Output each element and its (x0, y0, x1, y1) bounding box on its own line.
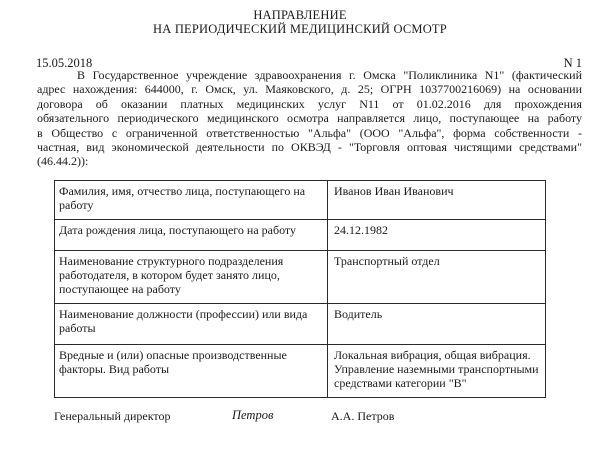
table-value-cell: Иванов Иван Иванович (328, 181, 546, 220)
table-label-cell: Дата рождения лица, поступающего на работу (55, 220, 328, 251)
signatory-role: Генеральный директор (54, 409, 171, 423)
table-label-cell: Наименование должности (профессии) или вида работы (55, 304, 328, 345)
signatory-name: А.А. Петров (331, 409, 395, 423)
body-line: адрес нахождения: 644000, г. Омск, ул. Маяковского, д. 25; ОГРН 1037700216069) на основании (37, 82, 582, 97)
body-line: обязательного периодического медицинского осмотра направляется лицо, поступающее на работу (37, 111, 582, 126)
table-row (55, 181, 546, 220)
table-label-cell: Фамилия, имя, отчество лица, поступающего на работу (55, 181, 328, 220)
employee-info-table (54, 180, 546, 398)
table-row (55, 345, 546, 398)
document-number: N 1 (563, 56, 582, 70)
table-label-cell: Вредные и (или) опасные производственные факторы. Вид работы (55, 345, 328, 398)
document-title: НАПРАВЛЕНИЕ (253, 8, 347, 22)
table-row (55, 304, 546, 345)
body-line: В Государственное учреждение здравоохранения г. Омска "Поликлиника N1" (фактический (77, 68, 582, 82)
body-line: частная, вид экономической деятельности по ОКВЭД - "Торговля оптовая чистящими средствами" (37, 140, 582, 155)
document-subtitle: НА ПЕРИОДИЧЕСКИЙ МЕДИЦИНСКИЙ ОСМОТР (153, 22, 447, 36)
handwritten-signature: Петров (232, 408, 274, 422)
table-label-cell: Наименование структурного подразделения работодателя, в котором будет занято лицо, поступающее на работу (55, 251, 328, 304)
table-value-cell: Локальная вибрация, общая вибрация. Управление наземными транспортными средствами категории "В" (328, 345, 546, 398)
table-row (55, 251, 546, 304)
body-line: в Общество с ограниченной ответственностью "Альфа" (ООО "Альфа", форма собственности - (37, 125, 582, 140)
body-line: договора об оказании платных медицинских услуг N11 от 01.02.2016 для прохождения (37, 96, 582, 111)
document-date: 15.05.2018 (36, 56, 93, 70)
table-value-cell: Транспортный отдел (328, 251, 546, 304)
table-value-cell: Водитель (328, 304, 546, 345)
table-row (55, 220, 546, 251)
referral-body-text (37, 68, 582, 169)
body-line: (46.44.2)): (37, 154, 89, 169)
table-value-cell: 24.12.1982 (328, 220, 546, 251)
